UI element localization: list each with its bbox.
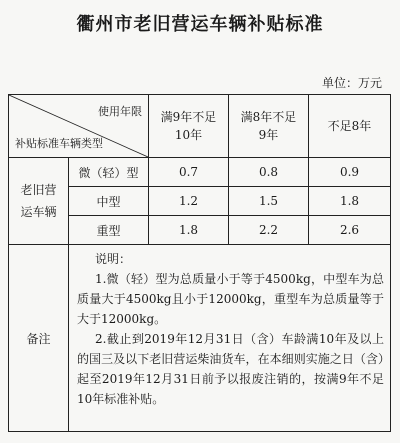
value-cell: 0.8 [229,158,309,187]
table-row [9,158,391,187]
group-label-cell [9,158,69,245]
vehicle-type: 中型 [69,187,149,216]
document-title: 衢州市老旧营运车辆补贴标准 [76,14,324,35]
notes-label: 备注 [9,245,69,432]
value-cell: 2.2 [229,216,309,245]
col-header-9-10: 满9年不足10年 [149,95,229,158]
unit-label: 单位：万元 [321,76,382,90]
notes-row [9,245,391,432]
corner-header-top: 使用年限 [98,105,142,118]
group-label: 老旧营运车辆 [20,183,57,219]
col-header-under-8: 不足8年 [309,95,391,158]
value-cell: 1.8 [309,187,391,216]
value-cell: 0.9 [309,158,391,187]
col-header-8-9: 满8年不足9年 [229,95,309,158]
corner-header-cell [9,95,149,158]
value-cell: 2.6 [309,216,391,245]
vehicle-type: 微（轻）型 [69,158,149,187]
notes-item-2: 2.截止到2019年12月31日（含）车龄满10年及以上的国三及以下老旧营运柴油货车，在本细则实施之日（含）起至2019年12月31日前予以报废注销的，按满9年不足10年标准补贴。 [77,332,384,406]
value-cell: 0.7 [149,158,229,187]
table-header-row [9,95,391,158]
value-cell: 1.8 [149,216,229,245]
value-cell: 1.2 [149,187,229,216]
subsidy-table [8,94,391,432]
notes-item-1: 1.微（轻）型为总质量小于等于4500kg，中型车为总质量大于4500kg且小于12000kg，重型车为总质量等于大于12000kg。 [77,272,384,326]
value-cell: 1.5 [229,187,309,216]
vehicle-type: 重型 [69,216,149,245]
notes-cell [69,245,391,432]
notes-heading: 说明： [95,252,132,266]
corner-header-bottom: 补贴标准车辆类型 [15,137,103,150]
